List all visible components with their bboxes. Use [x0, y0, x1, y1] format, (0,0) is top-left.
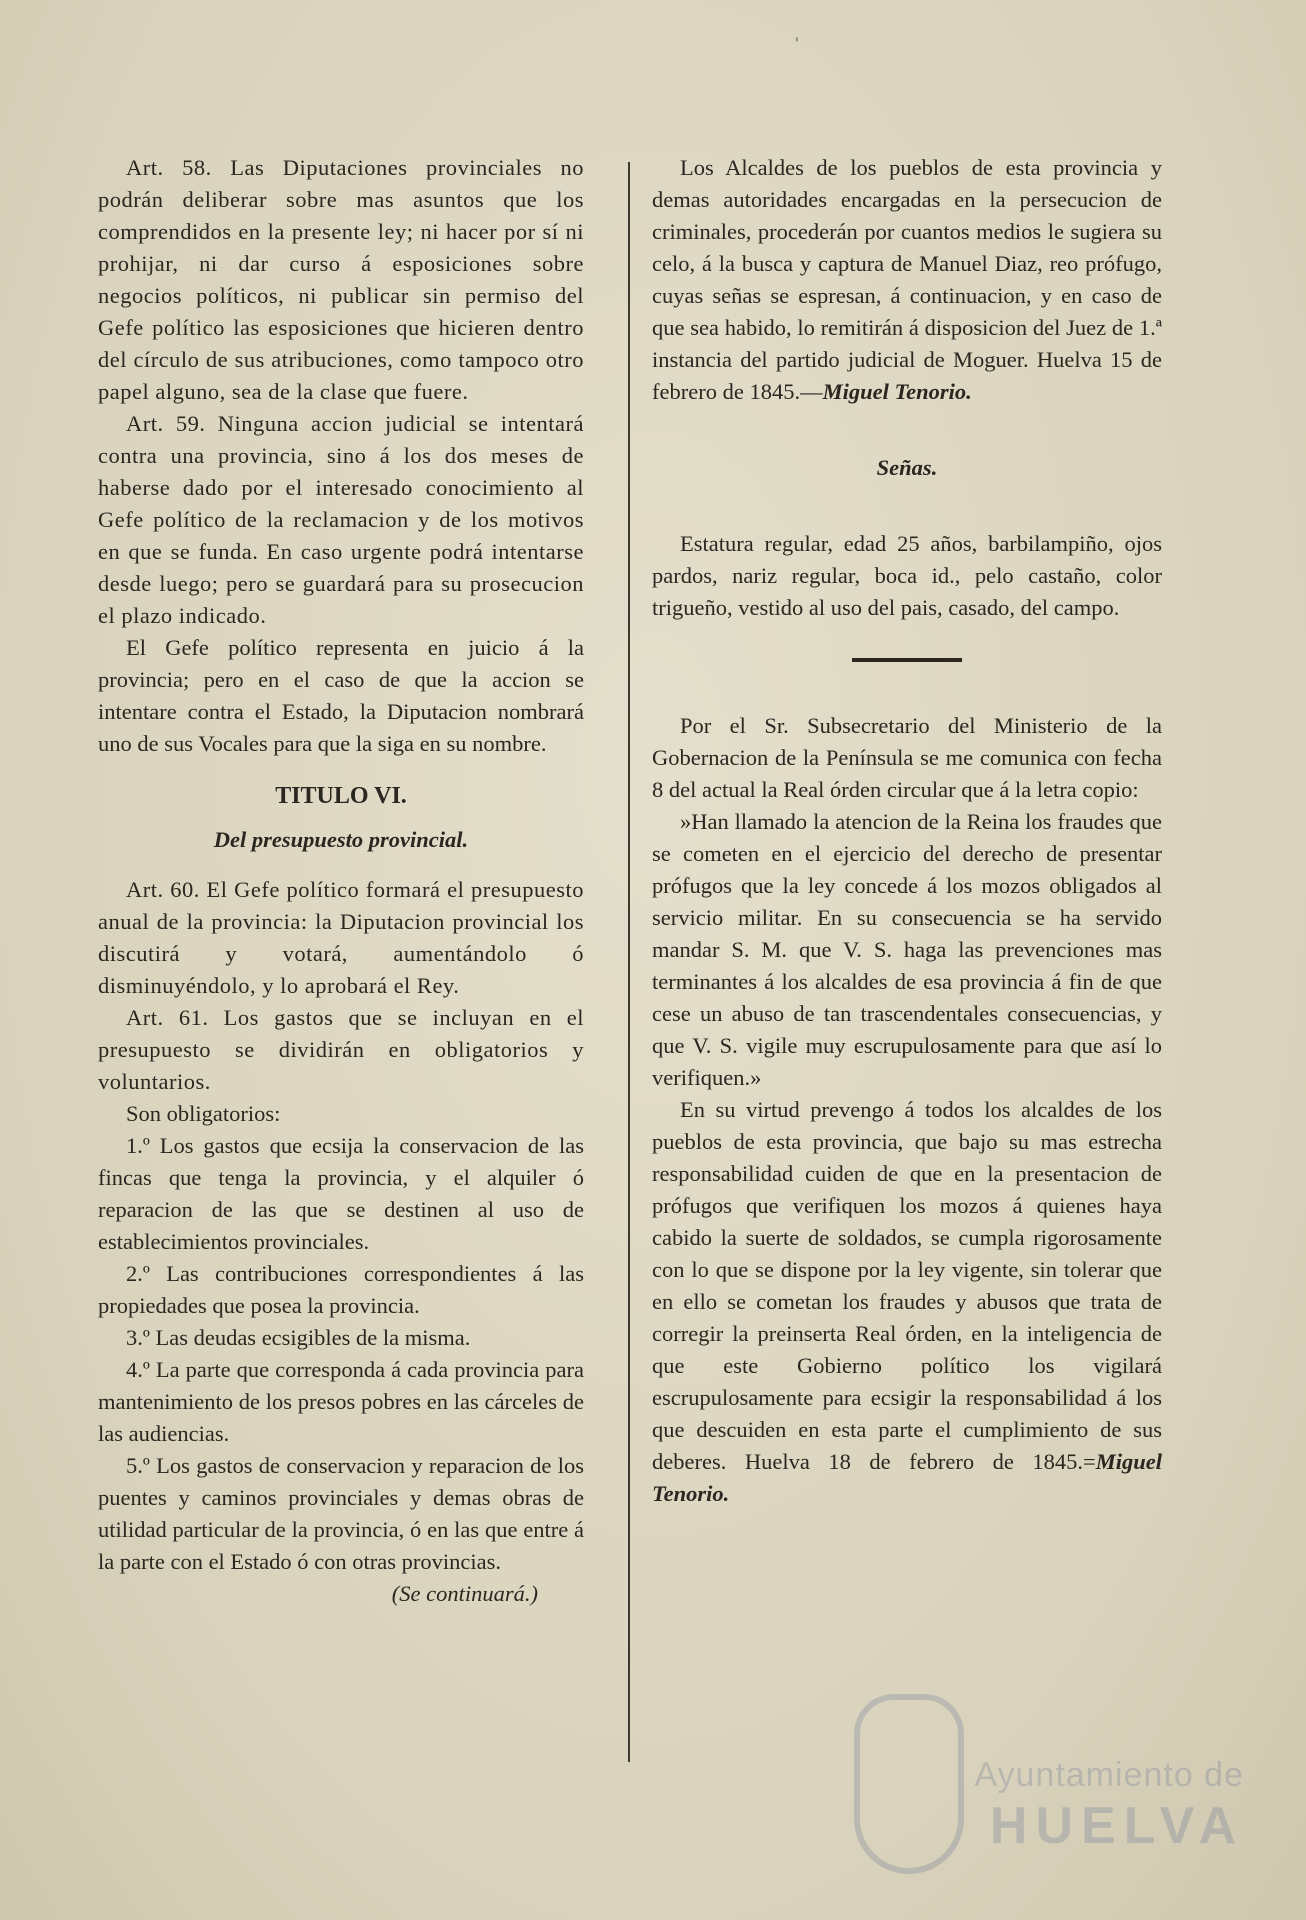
right-column	[652, 152, 1162, 1510]
notice-capture	[652, 152, 1162, 408]
description-title: Señas.	[876, 455, 938, 480]
list-item-3: 3.º Las deudas ecsigibles de la misma.	[126, 1325, 471, 1350]
column-divider	[628, 162, 630, 1762]
notice-ministry: Por el Sr. Subsecretario del Ministerio de la Gobernacion de la Península se me comunica con fecha 8 del actual la Real órden circular que á la letra copio:	[652, 713, 1162, 802]
article-59: Art. 59. Ninguna accion judicial se intentará contra una provincia, sino á los dos meses de haberse dado por el interesado conocimiento al Gefe político de la reclamacion y de los motivos en que se funda. En caso urgente podrá intentarse desde luego; pero se guardará para su prosecucion el plazo indicado.	[98, 411, 584, 628]
top-mark: '	[795, 36, 799, 52]
article-59-continued: El Gefe político representa en juicio á la provincia; pero en el caso de que la accion se intentare contra el Estado, la Diputacion nombrará uno de sus Vocales para que la siga en su nombre.	[98, 635, 584, 756]
watermark	[854, 1684, 1244, 1884]
title-vi-subtitle: Del presupuesto provincial.	[213, 827, 469, 852]
royal-order-quote: »Han llamado la atencion de la Reina los fraudes que se cometen en el ejercicio del derecho de presentar prófugos que la ley concede á los mozos obligados al servicio militar. En su consecuencia se ha servido mandar S. M. que V. S. haga las prevenciones mas terminantes á los alcaldes de esa provincia á fin de que cese un abuso de tan trascendentales consecuencias, y que V. S. vigile muy escrupulosamente para que así lo verifiquen.»	[652, 809, 1162, 1090]
signature-1: Miguel Tenorio.	[822, 379, 972, 404]
left-column	[98, 152, 584, 1610]
description-text: Estatura regular, edad 25 años, barbilampiño, ojos pardos, nariz regular, boca id., pelo castaño, color trigueño, vestido al uso del pais, casado, del campo.	[652, 531, 1162, 620]
article-58: Art. 58. Las Diputaciones provinciales no podrán deliberar sobre mas asuntos que los comprendidos en la presente ley; ni hacer por sí ni prohijar, ni dar curso á esposiciones sobre negocios políticos, ni publicar sin permiso del Gefe político las esposiciones que hicieren dentro del círculo de sus atribuciones, como tampoco otro papel alguno, sea de la clase que fuere.	[98, 155, 584, 404]
list-item-1: 1.º Los gastos que ecsija la conservacion de las fincas que tenga la provincia, y el alquiler ó reparacion de las que se destinen al uso de establecimientos provinciales.	[98, 1133, 584, 1254]
list-item-5: 5.º Los gastos de conservacion y reparacion de los puentes y caminos provinciales y demas obras de utilidad particular de la provincia, ó en las que entre á la parte con el Estado ó con otras provincias.	[98, 1453, 584, 1574]
article-61: Art. 61. Los gastos que se incluyan en el presupuesto se dividirán en obligatorios y voluntarios.	[98, 1005, 584, 1094]
list-item-4: 4.º La parte que corresponda á cada provincia para mantenimiento de los presos pobres en las cárceles de las audiencias.	[98, 1357, 584, 1446]
obligatory-label: Son obligatorios:	[126, 1101, 281, 1126]
section-separator	[852, 658, 962, 662]
list-item-2: 2.º Las contribuciones correspondientes á las propiedades que posea la provincia.	[98, 1261, 584, 1318]
coat-of-arms-icon	[854, 1694, 964, 1874]
title-vi: TITULO VI.	[275, 783, 407, 809]
signature-2: Miguel Tenorio.	[652, 1449, 1162, 1506]
watermark-line-1: Ayuntamiento de	[974, 1756, 1244, 1794]
watermark-line-2: HUELVA	[989, 1797, 1244, 1855]
notice-mayors	[652, 1094, 1162, 1510]
article-60: Art. 60. El Gefe político formará el presupuesto anual de la provincia: la Diputacion provincial los discutirá y votará, aumentándolo ó disminuyéndolo, y lo aprobará el Rey.	[98, 877, 584, 998]
to-be-continued: (Se continuará.)	[391, 1581, 538, 1606]
notice-capture-text: Los Alcaldes de los pueblos de esta provincia y demas autoridades encargadas en la persecucion de criminales, procederán por cuantos medios le sugiera su celo, á la busca y captura de Manuel Diaz, reo prófugo, cuyas señas se espresan, á continuacion, y en caso de que sea habido, lo remitirán á disposicion del Juez de 1.ª instancia del partido judicial de Moguer. Huelva 15 de febrero de 1845.—	[652, 155, 1162, 404]
notice-mayors-text: En su virtud prevengo á todos los alcaldes de los pueblos de esta provincia, que bajo su mas estrecha responsabilidad cuiden de que en la presentacion de prófugos que verifiquen los mozos á quienes haya cabido la suerte de soldados, se cumpla rigorosamente con lo que se dispone por la ley vigente, sin tolerar que en ello se cometan los fraudes y abusos que trata de corregir la preinserta Real órden, en la inteligencia de que este Gobierno político los vigilará escrupulosamente para ecsigir la responsabilidad á los que descuiden en esta parte el cumplimiento de sus deberes. Huelva 18 de febrero de 1845.=	[652, 1097, 1162, 1474]
